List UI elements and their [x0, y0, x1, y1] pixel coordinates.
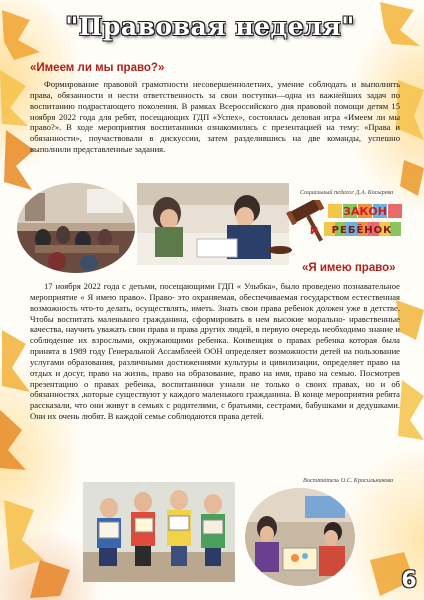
law-and-child-illustration: [268, 200, 402, 260]
caption-educator: Воспитатель О.С. Красильникова: [303, 477, 394, 484]
section-paragraph-i-have-right: 17 ноября 2022 года с детьми, посещающими ГДП « Улыбка», было проведено познавательное мероприятие « Я имею право». Право- это охраняемая, обеспечиваемая государством естественная возможность что-то делать, осуществлять, иметь. Знать свои права ребенок должен уже в детстве. Чтобы воспитать маленького гражданина, сформировать в нем высокие морально- нравственные качества, научить уважать свои права и права других людей, в первую очередь необходимо знание и соблюдение их взрослыми, окружающими ребенка. Конвенция о правах ребенка которая была принята в 1989 году Генеральной Ассамблеей ООН определяет возможности детей на пользование услугами образования, различными достижениями культуры и цивилизации, определяет право на отдых и досуг, право на жизнь, право на образование, право на имя, право на семью. Посмотрев презентацию о правах ребенка, воспитанники узнали не только о своих правах, но и об обязанностях ,которые существуют у каждого маленького гражданина. В конце мероприятия ребята рассказали, что они живут в семьях с родителями, с братьями, сестрами, бабушками и дедушками. Они их очень любят. В каждой семье соблюдаются права детей.: [30, 281, 400, 422]
photo-kids-with-drawings: [83, 482, 235, 582]
page-number: 6: [401, 568, 417, 593]
law-word: ЗАКОН: [343, 205, 387, 218]
page-title: "Правовая неделя": [65, 12, 355, 41]
section-heading-i-have-right: «Я имею право»: [302, 262, 396, 274]
photo-meeting-room: [17, 183, 135, 273]
section-heading-rights-question: «Имеем ли мы право?»: [30, 62, 165, 74]
photo-children-at-table: [137, 183, 289, 265]
section-paragraph-rights-question: Формирование правовой грамотности несовершеннолетних, умение соблюдать и выполнять права, обязанности и нести ответственность за свои поступки—одна из важнейших задач по воспитанию подрастающего поколения. В рамках Всероссийского дня правовой помощи детям 15 ноября 2022 года для ребят, посещающих ГДП «Успех», состоялась деловая игра «Имеем ли мы право?». В ходе мероприятия воспитанники ознакомились с презентацией на тему: «Права и обязанности», поучаствовали в дискуссии, затем разделившись на две команды, успешно выполнили представленные задания.: [30, 79, 400, 155]
child-word: РЕБЁНОК: [331, 225, 393, 236]
law-connector: И: [309, 226, 319, 237]
photo-children-activity: [245, 488, 355, 586]
caption-social-pedagogue: Социальный педагог Д.А. Косырева: [300, 189, 394, 196]
